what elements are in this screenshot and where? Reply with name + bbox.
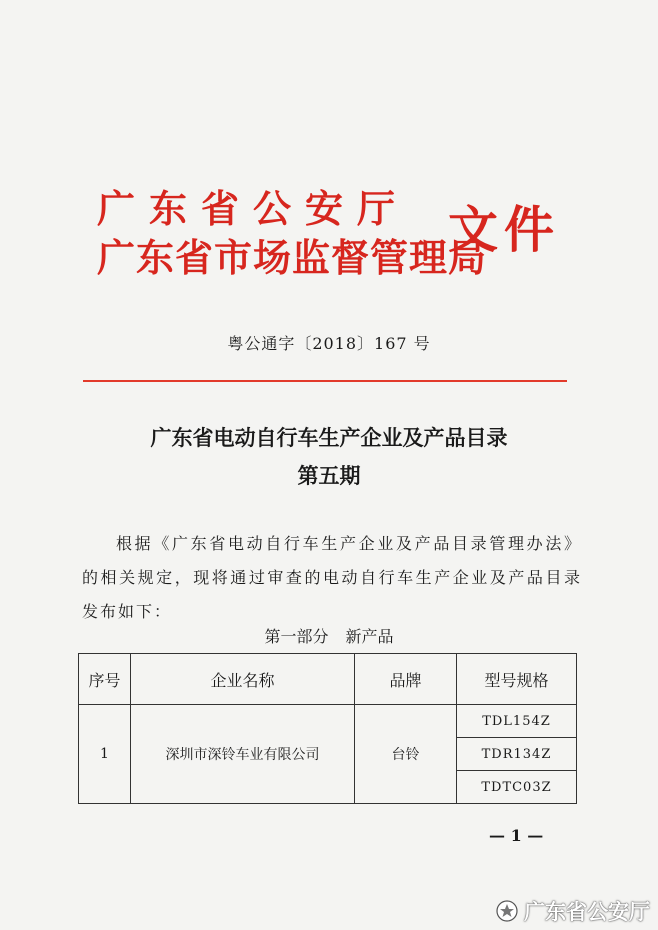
intro-text: 根据《广东省电动自行车生产企业及产品目录管理办法》的相关规定，现将通过审查的电动自行车生产企业及产品目录发布如下：: [82, 534, 582, 621]
issuer-line-2: 广东省市场监督管理局: [97, 236, 488, 280]
police-badge-icon: [496, 900, 518, 922]
issuer-line-1: 广东省公安厅: [97, 187, 410, 231]
section-heading: [0, 624, 658, 647]
document-title: 广东省电动自行车生产企业及产品目录: [150, 426, 508, 450]
section-part: 第一部分: [264, 627, 329, 646]
cell-model: TDTC03Z: [457, 771, 577, 804]
document-subtitle: 第五期: [297, 464, 361, 488]
page-number: — 1 —: [489, 826, 544, 845]
header-model: 型号规格: [457, 654, 577, 705]
table-header-row: [79, 654, 577, 705]
header-brand: 品牌: [355, 654, 457, 705]
cell-brand: 台铃: [355, 705, 457, 804]
cell-model: TDL154Z: [457, 705, 577, 738]
watermark: [496, 896, 650, 926]
header-index: 序号: [79, 654, 131, 705]
watermark-text: 广东省公安厅: [524, 900, 650, 924]
cell-model: TDR134Z: [457, 738, 577, 771]
cell-company: 深圳市深铃车业有限公司: [131, 705, 355, 804]
product-table: [78, 653, 577, 804]
red-divider: [83, 380, 567, 382]
cell-index: 1: [79, 705, 131, 804]
document-word: 文件: [448, 201, 560, 259]
document-number: 粤公通字〔2018〕167 号: [227, 334, 431, 353]
intro-paragraph: [82, 527, 582, 629]
table-row: [79, 705, 577, 738]
section-name: 新产品: [345, 627, 394, 646]
header-company: 企业名称: [131, 654, 355, 705]
